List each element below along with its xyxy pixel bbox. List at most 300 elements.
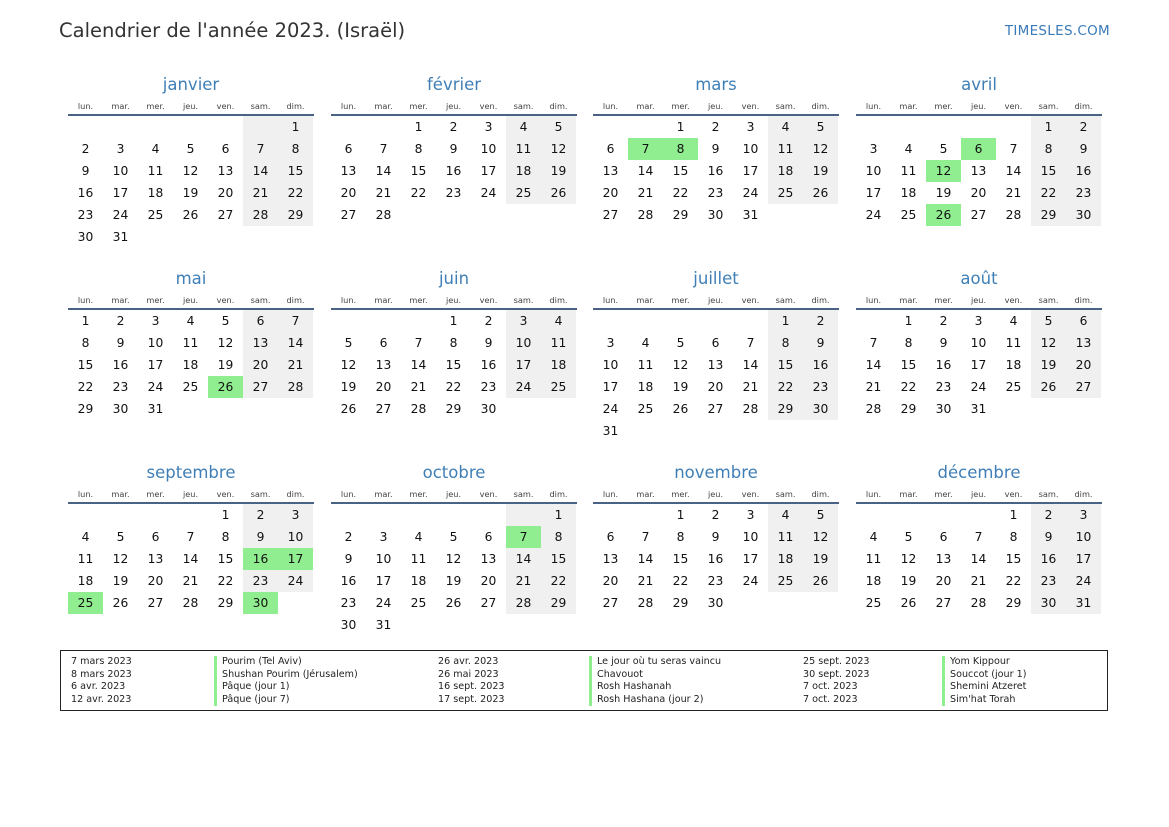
- day-cell: 22: [768, 376, 803, 398]
- month-name: septembre: [146, 463, 236, 482]
- month-7: [856, 267, 1102, 420]
- weekday-label: sam.: [775, 295, 796, 305]
- day-cell: 10: [865, 164, 882, 178]
- day-cell: 5: [803, 116, 838, 138]
- day-cell: 21: [865, 380, 882, 394]
- day-cell: 2: [939, 314, 948, 328]
- day-cell: 25: [182, 380, 199, 394]
- day-cell: 24: [375, 596, 392, 610]
- day-cell: 5: [449, 530, 458, 544]
- empty-cell: [103, 504, 138, 526]
- day-cell: 24: [865, 208, 882, 222]
- day-cell: 18: [768, 160, 803, 182]
- day-cell: 19: [672, 380, 689, 394]
- holiday-day-cell: 7: [628, 138, 663, 160]
- weekday-label: dim.: [1074, 489, 1093, 499]
- holiday-day-cell: 30: [243, 592, 278, 614]
- empty-cell: [138, 226, 173, 248]
- day-cell: 31: [112, 230, 129, 244]
- day-cell: 19: [182, 186, 199, 200]
- day-cell: 5: [676, 336, 685, 350]
- empty-cell: [173, 398, 208, 420]
- day-cell: 24: [278, 570, 313, 592]
- day-cell: 22: [278, 182, 313, 204]
- day-cell: 28: [243, 204, 278, 226]
- day-cell: 10: [375, 552, 392, 566]
- day-cell: 15: [1031, 160, 1066, 182]
- weekday-label: lun.: [602, 101, 619, 111]
- weekday-label: mar.: [374, 489, 393, 499]
- day-cell: 17: [1066, 548, 1101, 570]
- day-cell: 12: [900, 552, 917, 566]
- weekday-label: jeu.: [182, 489, 199, 499]
- day-cell: 28: [742, 402, 759, 416]
- empty-cell: [173, 226, 208, 248]
- empty-cell: [471, 204, 506, 226]
- day-cell: 1: [676, 508, 685, 522]
- day-cell: 18: [182, 358, 199, 372]
- month-name: février: [426, 75, 482, 94]
- weekday-label: ven.: [479, 295, 498, 305]
- day-cell: 24: [506, 376, 541, 398]
- day-cell: 1: [768, 310, 803, 332]
- empty-cell: [768, 592, 803, 614]
- weekday-header: [856, 487, 1102, 504]
- day-cell: 30: [707, 596, 724, 610]
- day-cell: 28: [865, 402, 882, 416]
- empty-cell: [278, 592, 313, 614]
- empty-cell: [366, 310, 401, 332]
- month-0: [68, 73, 314, 248]
- day-cell: 24: [602, 402, 619, 416]
- day-cell: 16: [340, 574, 357, 588]
- day-cell: 10: [970, 336, 987, 350]
- empty-cell: [506, 204, 541, 226]
- day-cell: 19: [541, 160, 576, 182]
- weekday-label: mar.: [899, 101, 918, 111]
- day-cell: 14: [742, 358, 759, 372]
- legend-date: 26 mai 2023: [438, 668, 499, 680]
- empty-cell: [926, 504, 961, 526]
- day-cell: 7: [379, 142, 388, 156]
- empty-cell: [541, 204, 576, 226]
- weekday-label: jeu.: [445, 295, 462, 305]
- day-cell: 20: [217, 186, 234, 200]
- weekday-header: [68, 487, 314, 504]
- weekday-label: lun.: [865, 295, 882, 305]
- empty-cell: [996, 398, 1031, 420]
- weekday-header: [331, 487, 577, 504]
- day-cell: 6: [711, 336, 720, 350]
- day-cell: 8: [904, 336, 913, 350]
- day-cell: 17: [970, 358, 987, 372]
- weekday-label: dim.: [286, 101, 305, 111]
- day-cell: 29: [278, 204, 313, 226]
- day-cell: 9: [711, 530, 720, 544]
- empty-cell: [436, 504, 471, 526]
- day-cell: 16: [480, 358, 497, 372]
- day-cell: 4: [151, 142, 160, 156]
- day-cell: 12: [541, 138, 576, 160]
- day-cell: 2: [1066, 116, 1101, 138]
- weekday-label: lun.: [77, 295, 94, 305]
- empty-cell: [593, 504, 628, 526]
- day-cell: 30: [1031, 592, 1066, 614]
- day-cell: 28: [637, 208, 654, 222]
- day-cell: 3: [1066, 504, 1101, 526]
- month-name: mars: [695, 75, 737, 94]
- day-cell: 17: [112, 186, 129, 200]
- empty-cell: [506, 614, 541, 636]
- day-cell: 8: [278, 138, 313, 160]
- day-cell: 15: [77, 358, 94, 372]
- day-cell: 5: [221, 314, 230, 328]
- page-title: Calendrier de l'année 2023. (Israël): [59, 19, 406, 42]
- day-cell: 30: [1066, 204, 1101, 226]
- empty-cell: [768, 204, 803, 226]
- weekday-label: sam.: [1038, 489, 1059, 499]
- weekday-label: dim.: [811, 489, 830, 499]
- day-cell: 22: [1031, 182, 1066, 204]
- day-cell: 7: [1009, 142, 1018, 156]
- weekday-label: ven.: [1004, 295, 1023, 305]
- day-cell: 19: [935, 186, 952, 200]
- empty-cell: [628, 420, 663, 442]
- day-grid: [856, 116, 1102, 226]
- day-cell: 29: [672, 208, 689, 222]
- day-cell: 11: [182, 336, 199, 350]
- day-cell: 12: [112, 552, 129, 566]
- weekday-label: sam.: [1038, 101, 1059, 111]
- empty-cell: [278, 226, 313, 248]
- day-cell: 31: [742, 208, 759, 222]
- day-cell: 28: [970, 596, 987, 610]
- day-grid: [331, 310, 577, 420]
- legend-holiday-name: Pâque (jour 7): [214, 694, 358, 707]
- day-cell: 30: [935, 402, 952, 416]
- day-cell: 9: [81, 164, 90, 178]
- day-cell: 7: [186, 530, 195, 544]
- day-grid: [68, 504, 314, 614]
- day-cell: 5: [344, 336, 353, 350]
- day-cell: 26: [541, 182, 576, 204]
- day-cell: 23: [935, 380, 952, 394]
- day-cell: 22: [541, 570, 576, 592]
- legend-holiday-name: Yom Kippour: [942, 656, 1026, 669]
- weekday-label: sam.: [775, 101, 796, 111]
- weekday-header: [856, 99, 1102, 116]
- day-cell: 19: [112, 574, 129, 588]
- weekday-label: mar.: [636, 295, 655, 305]
- day-cell: 4: [904, 142, 913, 156]
- legend-holiday-name: Rosh Hashana (jour 2): [589, 694, 721, 707]
- weekday-label: mer.: [146, 101, 165, 111]
- month-4: [68, 267, 314, 420]
- day-cell: 6: [344, 142, 353, 156]
- day-cell: 3: [151, 314, 160, 328]
- day-grid: [593, 504, 839, 614]
- day-cell: 17: [506, 354, 541, 376]
- day-cell: 23: [243, 570, 278, 592]
- day-cell: 11: [147, 164, 164, 178]
- day-cell: 27: [340, 208, 357, 222]
- empty-cell: [803, 420, 838, 442]
- day-cell: 16: [935, 358, 952, 372]
- weekday-label: ven.: [741, 101, 760, 111]
- day-cell: 25: [768, 182, 803, 204]
- weekday-label: mar.: [374, 101, 393, 111]
- empty-cell: [698, 310, 733, 332]
- day-cell: 20: [480, 574, 497, 588]
- day-cell: 11: [541, 332, 576, 354]
- holiday-day-cell: 8: [663, 138, 698, 160]
- day-cell: 26: [340, 402, 357, 416]
- month-name: juin: [438, 269, 470, 288]
- weekday-header: [593, 99, 839, 116]
- legend-date: 17 sept. 2023: [438, 693, 505, 705]
- day-cell: 16: [1031, 548, 1066, 570]
- day-cell: 26: [112, 596, 129, 610]
- day-cell: 28: [506, 592, 541, 614]
- legend-names-0: [214, 656, 358, 706]
- day-cell: 4: [81, 530, 90, 544]
- empty-cell: [593, 116, 628, 138]
- empty-cell: [208, 226, 243, 248]
- weekday-header: [331, 99, 577, 116]
- weekday-label: mar.: [374, 295, 393, 305]
- legend-holiday-name: Shemini Atzeret: [942, 681, 1026, 694]
- weekday-label: lun.: [340, 295, 357, 305]
- weekday-label: jeu.: [707, 295, 724, 305]
- day-cell: 9: [449, 142, 458, 156]
- legend-holiday-name: Le jour où tu seras vaincu: [589, 656, 721, 669]
- day-cell: 2: [803, 310, 838, 332]
- day-cell: 10: [278, 526, 313, 548]
- empty-cell: [401, 504, 436, 526]
- empty-cell: [803, 204, 838, 226]
- day-cell: 20: [1066, 354, 1101, 376]
- weekday-label: mer.: [146, 295, 165, 305]
- day-cell: 1: [1031, 116, 1066, 138]
- day-cell: 20: [375, 380, 392, 394]
- weekday-label: mer.: [146, 489, 165, 499]
- day-cell: 25: [1005, 380, 1022, 394]
- day-cell: 13: [602, 164, 619, 178]
- legend-dates-2: [803, 656, 870, 706]
- day-cell: 17: [742, 164, 759, 178]
- day-cell: 23: [340, 596, 357, 610]
- day-cell: 18: [147, 186, 164, 200]
- weekday-label: sam.: [513, 101, 534, 111]
- day-cell: 30: [340, 618, 357, 632]
- day-cell: 8: [414, 142, 423, 156]
- legend-holiday-name: Rosh Hashanah: [589, 681, 721, 694]
- day-cell: 31: [602, 424, 619, 438]
- day-cell: 3: [379, 530, 388, 544]
- day-cell: 20: [935, 574, 952, 588]
- weekday-label: sam.: [1038, 295, 1059, 305]
- day-cell: 10: [147, 336, 164, 350]
- day-cell: 13: [602, 552, 619, 566]
- day-cell: 10: [602, 358, 619, 372]
- day-cell: 18: [410, 574, 427, 588]
- site-link[interactable]: TIMESLES.COM: [1004, 23, 1110, 39]
- day-cell: 12: [803, 526, 838, 548]
- weekday-label: lun.: [602, 295, 619, 305]
- month-name: juillet: [693, 269, 739, 288]
- holiday-day-cell: 25: [68, 592, 103, 614]
- month-9: [331, 461, 577, 636]
- day-cell: 28: [375, 208, 392, 222]
- day-cell: 24: [1066, 570, 1101, 592]
- weekday-label: dim.: [811, 295, 830, 305]
- day-cell: 1: [278, 116, 313, 138]
- day-cell: 11: [768, 526, 803, 548]
- empty-cell: [1066, 398, 1101, 420]
- empty-cell: [68, 116, 103, 138]
- legend-holiday-name: Souccot (jour 1): [942, 669, 1026, 682]
- day-cell: 15: [1005, 552, 1022, 566]
- holiday-legend: [60, 650, 1108, 711]
- day-cell: 13: [480, 552, 497, 566]
- empty-cell: [401, 614, 436, 636]
- day-cell: 1: [676, 120, 685, 134]
- day-cell: 14: [182, 552, 199, 566]
- day-cell: 3: [746, 508, 755, 522]
- day-cell: 13: [707, 358, 724, 372]
- day-cell: 14: [865, 358, 882, 372]
- weekday-label: dim.: [1074, 101, 1093, 111]
- day-cell: 11: [1005, 336, 1022, 350]
- day-cell: 25: [147, 208, 164, 222]
- weekday-label: lun.: [340, 489, 357, 499]
- day-cell: 1: [1009, 508, 1018, 522]
- day-cell: 4: [869, 530, 878, 544]
- day-grid: [68, 116, 314, 248]
- day-cell: 18: [900, 186, 917, 200]
- day-cell: 17: [865, 186, 882, 200]
- day-cell: 20: [340, 186, 357, 200]
- day-cell: 11: [865, 552, 882, 566]
- day-cell: 5: [541, 116, 576, 138]
- day-cell: 17: [602, 380, 619, 394]
- day-cell: 17: [147, 358, 164, 372]
- day-cell: 27: [217, 208, 234, 222]
- day-cell: 9: [484, 336, 493, 350]
- weekday-label: mar.: [111, 101, 130, 111]
- weekday-label: sam.: [513, 489, 534, 499]
- weekday-label: sam.: [250, 489, 271, 499]
- day-cell: 29: [900, 402, 917, 416]
- weekday-label: ven.: [741, 295, 760, 305]
- empty-cell: [471, 504, 506, 526]
- month-11: [856, 461, 1102, 614]
- day-cell: 15: [217, 552, 234, 566]
- legend-date: 25 sept. 2023: [803, 656, 870, 667]
- day-cell: 23: [1066, 182, 1101, 204]
- day-cell: 13: [147, 552, 164, 566]
- day-cell: 14: [506, 548, 541, 570]
- day-cell: 23: [803, 376, 838, 398]
- month-2: [593, 73, 839, 226]
- day-cell: 5: [803, 504, 838, 526]
- weekday-label: lun.: [602, 489, 619, 499]
- weekday-label: mar.: [111, 295, 130, 305]
- day-cell: 17: [480, 164, 497, 178]
- empty-cell: [856, 116, 891, 138]
- month-name: janvier: [162, 75, 220, 94]
- empty-cell: [68, 504, 103, 526]
- weekday-label: jeu.: [445, 489, 462, 499]
- day-cell: 7: [869, 336, 878, 350]
- empty-cell: [138, 504, 173, 526]
- day-cell: 24: [480, 186, 497, 200]
- day-cell: 16: [445, 164, 462, 178]
- empty-cell: [366, 116, 401, 138]
- legend-date: 30 sept. 2023: [803, 668, 870, 680]
- day-cell: 1: [541, 504, 576, 526]
- day-cell: 12: [182, 164, 199, 178]
- day-cell: 9: [1031, 526, 1066, 548]
- day-cell: 8: [676, 530, 685, 544]
- day-cell: 1: [904, 314, 913, 328]
- day-cell: 31: [147, 402, 164, 416]
- day-cell: 27: [970, 208, 987, 222]
- weekday-label: ven.: [1004, 101, 1023, 111]
- empty-cell: [768, 420, 803, 442]
- day-cell: 10: [480, 142, 497, 156]
- day-cell: 11: [410, 552, 427, 566]
- empty-cell: [733, 592, 768, 614]
- weekday-label: jeu.: [970, 489, 987, 499]
- weekday-label: mar.: [636, 489, 655, 499]
- empty-cell: [208, 116, 243, 138]
- day-cell: 4: [506, 116, 541, 138]
- empty-cell: [628, 310, 663, 332]
- day-cell: 4: [186, 314, 195, 328]
- day-cell: 6: [939, 530, 948, 544]
- day-cell: 28: [182, 596, 199, 610]
- day-cell: 27: [480, 596, 497, 610]
- day-cell: 13: [217, 164, 234, 178]
- legend-date: 12 avr. 2023: [71, 693, 132, 705]
- day-cell: 31: [375, 618, 392, 632]
- day-cell: 10: [506, 332, 541, 354]
- day-cell: 13: [375, 358, 392, 372]
- day-cell: 23: [77, 208, 94, 222]
- day-cell: 26: [672, 402, 689, 416]
- weekday-label: ven.: [216, 295, 235, 305]
- weekday-header: [68, 99, 314, 116]
- legend-date: 16 sept. 2023: [438, 681, 505, 692]
- legend-date: 7 oct. 2023: [803, 693, 858, 705]
- weekday-label: lun.: [77, 489, 94, 499]
- weekday-label: mer.: [934, 295, 953, 305]
- holiday-day-cell: 6: [961, 138, 996, 160]
- legend-date: 26 avr. 2023: [438, 656, 499, 667]
- empty-cell: [733, 420, 768, 442]
- weekday-label: sam.: [250, 101, 271, 111]
- day-cell: 9: [711, 142, 720, 156]
- day-cell: 14: [243, 160, 278, 182]
- day-cell: 16: [1066, 160, 1101, 182]
- weekday-label: mar.: [899, 489, 918, 499]
- month-10: [593, 461, 839, 614]
- day-cell: 24: [742, 574, 759, 588]
- day-cell: 19: [1031, 354, 1066, 376]
- weekday-label: mer.: [934, 101, 953, 111]
- month-name: avril: [961, 75, 997, 94]
